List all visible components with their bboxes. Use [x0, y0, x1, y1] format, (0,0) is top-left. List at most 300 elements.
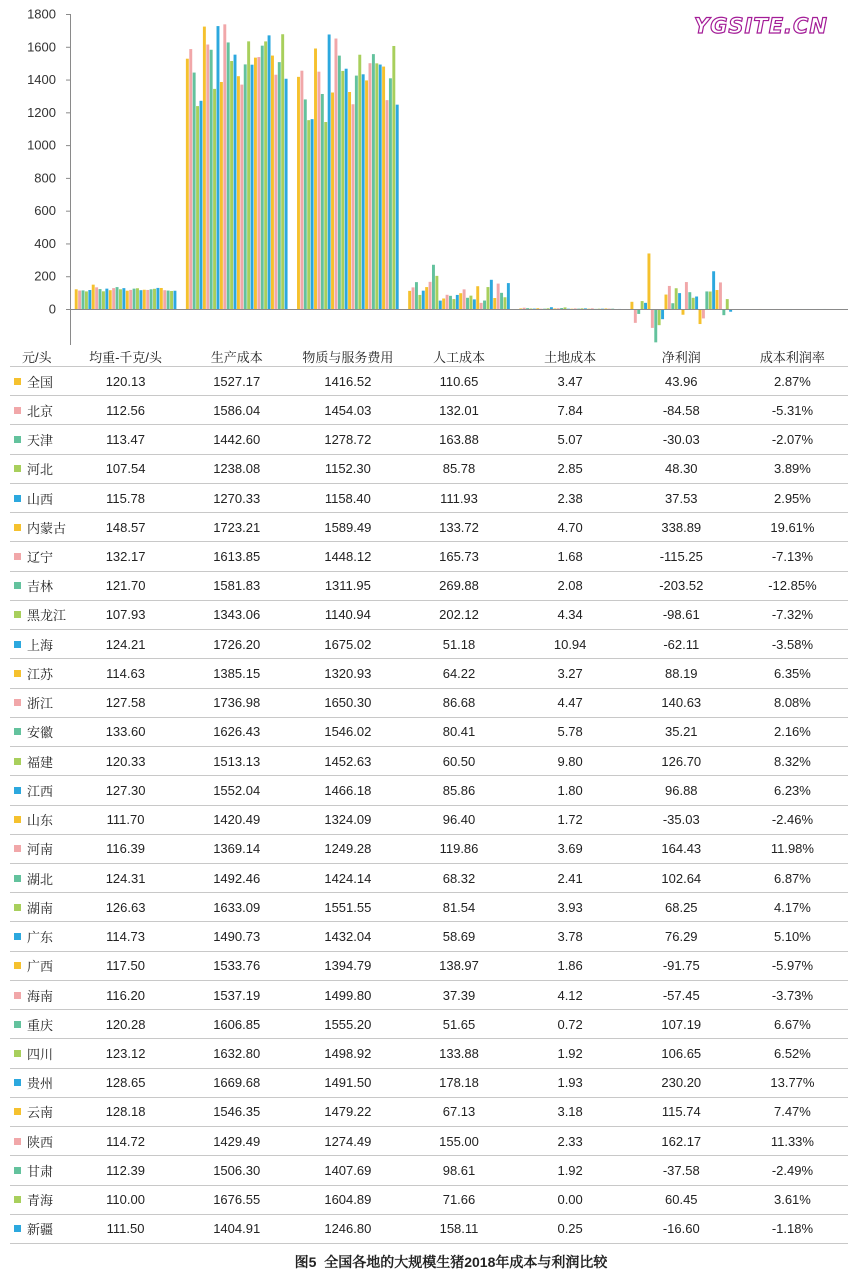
bar — [574, 308, 577, 309]
table-cell: 1506.30 — [213, 1162, 261, 1178]
bar — [504, 297, 507, 309]
table-cell: 37.53 — [665, 490, 698, 506]
table-cell: 4.34 — [557, 607, 583, 623]
table-cell: 1675.02 — [324, 636, 372, 652]
bar — [88, 290, 91, 309]
table-cell: 3.18 — [557, 1104, 583, 1120]
table-cell: 3.47 — [557, 373, 583, 389]
table-row-label — [10, 956, 70, 975]
table-cell: -7.13% — [771, 549, 814, 565]
table-cell: 1320.93 — [324, 665, 372, 681]
table-cell: 140.63 — [661, 695, 702, 711]
table-cell: 64.22 — [442, 665, 476, 681]
table-cell: -7.32% — [771, 607, 814, 623]
table-cell: 1546.35 — [213, 1104, 261, 1120]
table-cell: -5.97% — [771, 958, 814, 974]
legend-swatch — [14, 524, 21, 531]
bar — [651, 309, 654, 328]
series-name: 吉林 — [27, 579, 54, 595]
y-tick-label: 0 — [48, 301, 56, 317]
table-cell: 133.60 — [105, 724, 146, 740]
table-cell: 120.13 — [105, 373, 146, 389]
bar — [675, 288, 678, 309]
legend-swatch — [14, 962, 21, 969]
table-cell: 1499.80 — [324, 987, 372, 1003]
table-cell: 11.33% — [770, 1133, 814, 1149]
bar — [375, 63, 378, 309]
table-cell: 1454.03 — [324, 402, 372, 418]
bar — [519, 308, 522, 309]
series-name: 河北 — [27, 462, 54, 478]
category-label: 土地成本 — [544, 349, 597, 365]
bar — [261, 46, 264, 309]
bar — [220, 82, 223, 309]
bar — [449, 296, 452, 309]
table-row-label — [10, 869, 70, 888]
bar — [382, 67, 385, 309]
bar — [150, 289, 153, 309]
bar — [153, 289, 156, 309]
table-cell: 1429.49 — [213, 1133, 261, 1149]
bar — [459, 293, 462, 309]
series-name: 贵州 — [27, 1076, 54, 1092]
table-cell: 10.94 — [553, 636, 587, 652]
bar — [257, 57, 260, 309]
table-cell: 1490.73 — [213, 929, 261, 945]
table-cell: 51.18 — [442, 636, 476, 652]
bar — [415, 282, 418, 309]
series-name: 辽宁 — [27, 550, 54, 566]
table-row — [10, 718, 848, 747]
table-cell: 1416.52 — [324, 373, 372, 389]
table-cell: 107.19 — [661, 1016, 702, 1032]
bar — [345, 69, 348, 309]
table-cell: 9.80 — [557, 753, 583, 769]
legend-swatch — [14, 436, 21, 443]
bar — [634, 309, 637, 323]
legend-swatch — [14, 728, 21, 735]
legend-swatch — [14, 378, 21, 385]
table-cell: 96.88 — [665, 782, 698, 798]
table-cell: 178.18 — [439, 1075, 479, 1091]
series-name: 广西 — [27, 959, 54, 975]
table-row — [10, 630, 848, 659]
y-axis-unit-label: 元/头 — [22, 349, 52, 365]
series-name: 黑龙江 — [27, 608, 67, 624]
table-row — [10, 572, 848, 601]
table-cell: 1589.49 — [324, 519, 372, 535]
table-cell: 11.98% — [770, 841, 814, 857]
bar — [630, 302, 633, 309]
table-row — [10, 1186, 848, 1215]
bar — [200, 101, 203, 309]
y-tick-label: 800 — [34, 170, 56, 186]
table-cell: 4.47 — [557, 695, 583, 711]
series-name: 浙江 — [27, 696, 54, 712]
category-label: 成本利润率 — [759, 349, 825, 365]
bar — [654, 309, 657, 342]
series-name: 安徽 — [27, 725, 54, 741]
table-row-label — [10, 459, 70, 478]
data-table — [10, 366, 848, 1244]
legend-swatch — [14, 904, 21, 911]
table-cell: 0.25 — [557, 1221, 583, 1237]
table-cell: 1546.02 — [324, 724, 372, 740]
table-row — [10, 893, 848, 922]
table-cell: 2.85 — [557, 461, 583, 477]
table-cell: 98.61 — [442, 1162, 476, 1178]
table-row-label — [10, 1102, 70, 1121]
table-cell: 1632.80 — [213, 1046, 261, 1061]
table-cell: 3.78 — [557, 929, 583, 945]
table-cell: 2.41 — [557, 870, 583, 886]
y-tick-label: 1200 — [27, 104, 56, 120]
series-name: 湖北 — [27, 871, 54, 887]
table-row-label — [10, 489, 70, 508]
table-cell: 4.12 — [557, 987, 583, 1003]
table-cell: -2.49% — [771, 1162, 814, 1178]
table-cell: -91.75 — [662, 958, 700, 974]
table-cell: 1442.60 — [213, 432, 261, 448]
table-row-label — [10, 810, 70, 829]
bar — [641, 301, 644, 309]
table-cell: 0.72 — [557, 1016, 583, 1032]
table-row — [10, 864, 848, 893]
bar — [160, 288, 163, 309]
bar — [685, 282, 688, 309]
table-cell: 132.01 — [439, 402, 479, 418]
legend-swatch — [14, 699, 21, 706]
bar — [463, 289, 466, 309]
table-cell: 1586.04 — [213, 402, 261, 418]
table-cell: -2.46% — [771, 812, 814, 828]
table-cell: -84.58 — [662, 402, 700, 418]
table-cell: 71.66 — [442, 1192, 476, 1208]
table-cell: 1404.91 — [213, 1221, 261, 1237]
table-cell: 3.89% — [773, 461, 811, 477]
legend-swatch — [14, 787, 21, 794]
table-cell: 1613.85 — [213, 549, 261, 565]
bar — [702, 309, 705, 318]
table-cell: 80.41 — [442, 724, 476, 740]
category-label: 净利润 — [661, 349, 701, 365]
table-cell: 165.73 — [439, 549, 479, 565]
table-cell: 1246.80 — [324, 1221, 372, 1237]
bar — [156, 288, 159, 309]
table-row — [10, 1127, 848, 1156]
bar — [584, 308, 587, 309]
table-cell: 1498.92 — [324, 1046, 372, 1061]
bar — [671, 303, 674, 309]
table-cell: 1726.20 — [213, 636, 261, 652]
bar — [560, 308, 563, 309]
table-cell: 43.96 — [665, 373, 698, 389]
bar — [163, 290, 166, 309]
table-cell: 1424.14 — [324, 870, 372, 886]
bar — [227, 42, 230, 309]
bar — [78, 291, 81, 309]
bar — [658, 309, 661, 325]
table-cell: 1551.55 — [324, 899, 372, 915]
y-tick-label: 1600 — [27, 39, 56, 55]
bar — [186, 59, 189, 309]
table-cell: 1324.09 — [324, 812, 372, 828]
table-cell: -1.18% — [771, 1221, 814, 1237]
table-cell: 68.25 — [665, 899, 698, 915]
table-cell: 107.93 — [105, 607, 146, 623]
bar — [500, 293, 503, 309]
table-cell: 110.00 — [106, 1192, 145, 1208]
table-cell: 126.70 — [661, 753, 702, 769]
table-cell: 1238.08 — [213, 461, 261, 477]
bar — [372, 54, 375, 309]
table-cell: 1723.21 — [213, 519, 261, 535]
table-cell: 1369.14 — [213, 841, 261, 857]
category-label: 均重-千克/头 — [89, 349, 163, 365]
table-cell: -5.31% — [771, 402, 814, 418]
table-cell: 1278.72 — [324, 432, 372, 448]
bar — [442, 298, 445, 309]
figure-caption: 图5 全国各地的大规模生猪2018年成本与利润比较 — [294, 1254, 608, 1270]
bar — [105, 289, 108, 309]
table-cell: 120.28 — [105, 1016, 146, 1032]
table-cell: -30.03 — [662, 432, 700, 448]
bar — [85, 291, 88, 309]
table-cell: 2.95% — [773, 490, 811, 506]
bar — [480, 303, 483, 309]
series-name: 天津 — [27, 433, 54, 449]
table-cell: 138.97 — [439, 958, 479, 974]
table-row-label — [10, 693, 70, 712]
table-row — [10, 1215, 848, 1244]
series-name: 上海 — [27, 637, 54, 653]
bar — [712, 271, 715, 309]
table-cell: 123.12 — [105, 1046, 146, 1061]
bar — [193, 73, 196, 309]
bar — [196, 106, 199, 309]
table-cell: 1.68 — [557, 549, 583, 565]
bar — [418, 295, 421, 309]
bar — [122, 288, 125, 309]
table-cell: 4.70 — [557, 519, 583, 535]
table-cell: 1140.94 — [324, 607, 371, 623]
table-cell: 115.74 — [661, 1104, 701, 1120]
table-cell: 1311.95 — [324, 578, 371, 594]
table-cell: -3.73% — [771, 987, 814, 1003]
table-cell: 1633.09 — [213, 899, 261, 915]
table-row — [10, 1039, 848, 1068]
table-row-label — [10, 752, 70, 771]
bar — [469, 296, 472, 309]
bar — [317, 72, 320, 309]
bar — [139, 290, 142, 309]
table-row — [10, 484, 848, 513]
table-cell: 163.88 — [439, 432, 479, 448]
table-cell: -203.52 — [659, 578, 704, 594]
bar — [379, 65, 382, 309]
table-cell: 114.63 — [106, 665, 145, 681]
table-cell: 126.63 — [105, 899, 146, 915]
bar — [536, 308, 539, 309]
table-cell: 85.78 — [442, 461, 476, 477]
bar — [300, 71, 303, 309]
table-row-label — [10, 547, 70, 566]
table-cell: 1.92 — [557, 1162, 583, 1178]
table-row-label — [10, 518, 70, 537]
bar — [490, 280, 493, 309]
table-cell: 2.16% — [773, 724, 811, 740]
bar — [466, 298, 469, 309]
table-cell: -16.60 — [662, 1221, 700, 1237]
series-name: 河南 — [27, 842, 54, 858]
table-cell: 1555.20 — [324, 1016, 372, 1032]
bar — [365, 80, 368, 309]
table-cell: 106.65 — [661, 1046, 702, 1061]
table-cell: 19.61% — [770, 519, 815, 535]
table-header — [10, 344, 848, 368]
bar — [661, 309, 664, 319]
table-cell: 2.38 — [557, 490, 583, 506]
series-name: 福建 — [27, 754, 54, 770]
bar — [425, 287, 428, 309]
table-cell: 88.19 — [665, 665, 698, 681]
table-cell: 1466.18 — [324, 782, 372, 798]
table-row — [10, 952, 848, 981]
bar — [210, 50, 213, 309]
table-cell: -115.25 — [659, 549, 703, 565]
table-cell: 128.18 — [105, 1104, 146, 1120]
table-cell: 112.56 — [106, 402, 145, 418]
table-cell: 1343.06 — [213, 607, 261, 623]
table-row — [10, 1010, 848, 1039]
series-name: 海南 — [27, 988, 54, 1004]
y-tick-label: 1400 — [27, 72, 56, 88]
bar — [557, 308, 560, 309]
table-row — [10, 1098, 848, 1127]
y-tick-label: 400 — [34, 235, 56, 251]
bar — [129, 290, 132, 309]
bar — [170, 291, 173, 309]
legend-swatch — [14, 933, 21, 940]
table-cell: 1669.68 — [213, 1075, 261, 1091]
bar — [604, 308, 607, 309]
bar — [203, 27, 206, 309]
y-tick-label: 1800 — [27, 6, 56, 22]
table-cell: 114.72 — [106, 1133, 145, 1149]
table-cell: 1.86 — [557, 958, 583, 974]
bar — [726, 299, 729, 309]
bar — [432, 265, 435, 309]
bar — [429, 282, 432, 309]
table-cell: 124.31 — [105, 870, 146, 886]
bar — [507, 283, 510, 309]
bar — [396, 105, 399, 309]
legend-swatch — [14, 611, 21, 618]
bar — [348, 92, 351, 309]
table-cell: -35.03 — [662, 812, 700, 828]
table-cell: 3.27 — [557, 665, 583, 681]
bar — [206, 45, 209, 309]
bar — [692, 298, 695, 309]
table-cell: 1479.22 — [324, 1104, 372, 1120]
table-cell: 2.87% — [773, 373, 811, 389]
bar — [230, 61, 233, 309]
legend-swatch — [14, 1225, 21, 1232]
table-cell: 58.69 — [442, 929, 476, 945]
table-cell: 132.17 — [105, 549, 146, 565]
table-cell: 116.39 — [106, 841, 145, 857]
y-tick-label: 600 — [34, 203, 56, 219]
series-name: 江西 — [27, 783, 54, 799]
bar — [234, 55, 237, 309]
table-row — [10, 455, 848, 484]
bar — [285, 79, 288, 309]
legend-swatch — [14, 465, 21, 472]
table-cell: -62.11 — [663, 636, 700, 652]
bar — [264, 41, 267, 309]
legend-swatch — [14, 582, 21, 589]
table-cell: 1676.55 — [213, 1192, 261, 1208]
table-cell: 6.52% — [773, 1046, 811, 1061]
series-name: 山西 — [27, 491, 54, 507]
bar — [591, 308, 594, 309]
table-cell: 119.86 — [439, 841, 479, 857]
table-cell: 1650.30 — [324, 695, 372, 711]
bar — [483, 301, 486, 309]
table-row-label — [10, 927, 70, 946]
bar — [695, 297, 698, 310]
table-cell: 68.32 — [442, 870, 476, 886]
table-cell: 110.65 — [439, 373, 479, 389]
legend-swatch — [14, 495, 21, 502]
table-cell: -37.58 — [662, 1162, 700, 1178]
bar — [369, 63, 372, 309]
table-row-label — [10, 986, 70, 1005]
category-label: 人工成本 — [432, 349, 485, 365]
table-cell: 1270.33 — [213, 490, 261, 506]
table-cell: 269.88 — [439, 578, 479, 594]
legend-swatch — [14, 1079, 21, 1086]
table-cell: 1448.12 — [324, 549, 372, 565]
table-row-label — [10, 372, 70, 391]
table-cell: 7.47% — [773, 1104, 811, 1120]
table-cell: 116.20 — [106, 987, 145, 1003]
table-cell: 67.13 — [442, 1104, 476, 1120]
bar — [476, 286, 479, 309]
table-cell: 1533.76 — [213, 958, 261, 974]
table-cell: 0.00 — [557, 1192, 583, 1208]
bar — [665, 295, 668, 309]
table-row — [10, 1069, 848, 1098]
table-row-label — [10, 1044, 70, 1063]
bar — [452, 299, 455, 309]
series-name: 北京 — [27, 403, 54, 419]
table-cell: 7.84 — [557, 402, 583, 418]
bar — [334, 39, 337, 309]
table-cell: 128.65 — [105, 1075, 146, 1091]
table-cell: 1452.63 — [324, 753, 372, 769]
table-row-label — [10, 635, 70, 654]
legend-swatch — [14, 758, 21, 765]
bar — [146, 290, 149, 309]
table-cell: 4.17% — [773, 899, 811, 915]
series-name: 湖南 — [27, 900, 54, 916]
bar — [486, 287, 489, 309]
table-row — [10, 747, 848, 776]
table-cell: 1274.49 — [324, 1133, 372, 1149]
table-cell: 111.50 — [106, 1221, 145, 1237]
table-cell: 60.45 — [665, 1192, 698, 1208]
